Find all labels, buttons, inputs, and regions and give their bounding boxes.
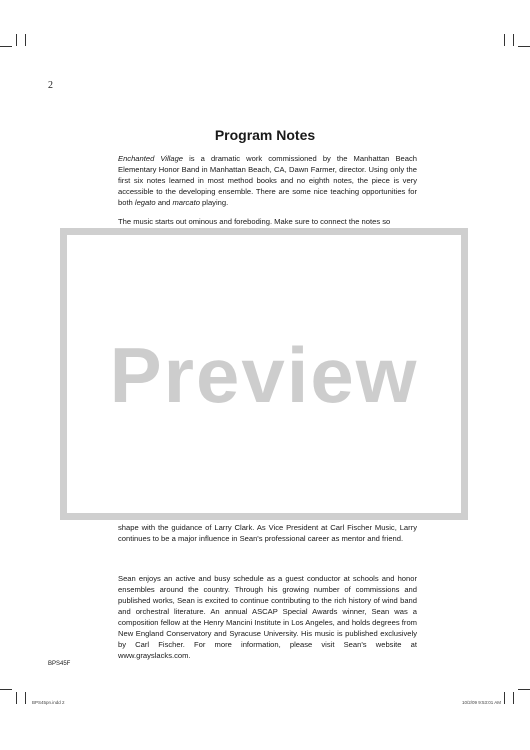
work-title: Enchanted Village xyxy=(118,154,184,163)
crop-mark xyxy=(25,692,26,704)
crop-mark xyxy=(0,689,12,690)
slug-date: 10/2/09 9:53:01 AM xyxy=(462,700,502,705)
crop-mark xyxy=(513,692,514,704)
crop-mark xyxy=(518,689,530,690)
crop-mark xyxy=(16,34,17,46)
crop-mark xyxy=(0,46,12,47)
crop-mark xyxy=(25,34,26,46)
page-title: Program Notes xyxy=(214,127,316,143)
preview-watermark-box xyxy=(60,228,468,520)
crop-mark xyxy=(504,34,505,46)
page-number: 2 xyxy=(48,80,53,91)
catalog-code: BPS45F xyxy=(48,661,71,667)
crop-mark xyxy=(16,692,17,704)
preview-watermark: Preview xyxy=(109,331,419,419)
slug-file: BPS45pn.indd 2 xyxy=(32,700,65,705)
paragraph-mentor: shape with the guidance of Larry Clark. As Vice President at Carl Fischer Music, Larry continues to be a major influence in Sean's professional career as mentor and friend. xyxy=(118,523,417,543)
crop-mark xyxy=(518,46,530,47)
paragraph-music: The music starts out ominous and foreboding. Make sure to connect the notes so xyxy=(118,217,391,226)
crop-mark xyxy=(504,692,505,704)
crop-mark xyxy=(513,34,514,46)
paragraph-bio: Sean enjoys an active and busy schedule as a guest conductor at schools and honor ensembles around the country. Through his growing number of commissions and published works, Sean is excited to continue contributing to the rich history of wind band and orchestral literature. An annual ASCAP Special Awards winner, Sean was a composition fellow at the Henry Mancini Institute in Los Angeles, and holds degrees from New England Conservatory and Syracuse University. His music is published exclusively by Carl Fischer. For more information, please visit Sean's website at www.grayslacks.com. xyxy=(118,574,417,660)
paragraph-intro: Enchanted Village is a dramatic work commissioned by the Manhattan Beach Elementary Honor Band in Manhattan Beach, CA, Dawn Farmer, director. Using only the first six notes learned in most method books and no eighth notes, the piece is very accessible to the developing ensemble. There are some nice teaching opportunities for both legato and marcato playing. xyxy=(118,154,417,207)
